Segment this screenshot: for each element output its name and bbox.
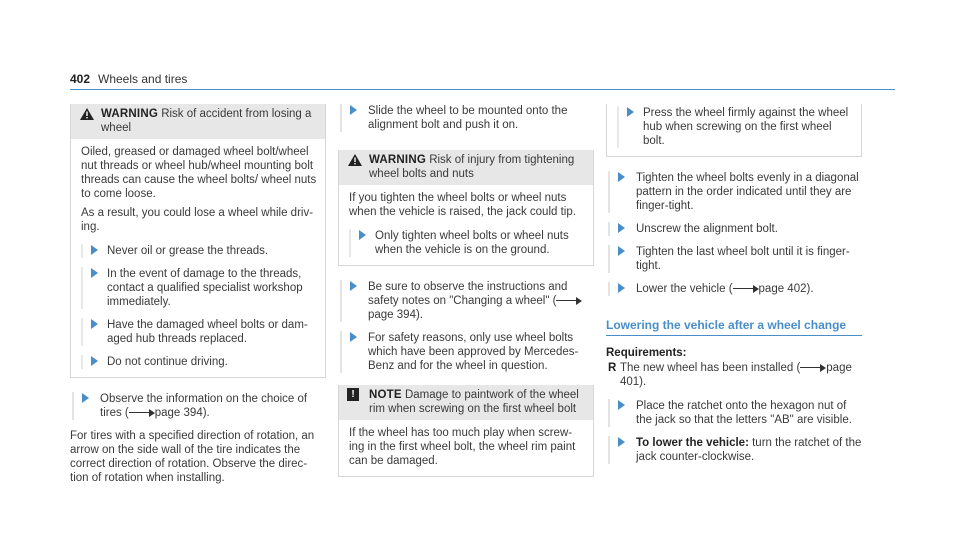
step-arrow-icon [91, 245, 98, 255]
step-arrow-icon [627, 107, 634, 117]
column-1 [70, 104, 326, 493]
step-arrow-icon [618, 246, 625, 256]
step-arrow-icon [618, 223, 625, 233]
warning-triangle-icon [348, 154, 362, 166]
warning-step: Do not continue driving. [81, 355, 317, 369]
page-number: 402 [70, 72, 91, 86]
warning-step: Only tighten wheel bolts or wheel nuts when the vehicle is on the ground. [349, 229, 585, 257]
step-safety-notes: Be sure to observe the instructions and safety notes on "Changing a wheel" (page 394). [340, 280, 594, 322]
step-arrow-icon [618, 172, 625, 182]
step-arrow-icon [350, 105, 357, 115]
bullet-r-icon: R [608, 362, 617, 374]
warning-step: Never oil or grease the threads. [81, 244, 317, 258]
page-reference-arrow-icon[interactable] [556, 297, 582, 305]
page-reference-arrow-icon[interactable] [800, 364, 826, 372]
note-box-paintwork [338, 385, 594, 477]
step-observe-tires: Observe the information on the choice of tires ( page 394). [72, 392, 326, 420]
warning-box-tightening [338, 150, 594, 266]
step-arrow-icon [91, 268, 98, 278]
column-2 [338, 104, 594, 477]
step-arrow-icon [350, 281, 357, 291]
note-exclamation-icon: ! [347, 388, 359, 401]
step-arrow-icon [618, 400, 625, 410]
note-header [339, 385, 593, 420]
step-arrow-icon [350, 332, 357, 342]
step-arrow-icon [91, 356, 98, 366]
step-approved-bolts: For safety reasons, only use wheel bolts which have been approved by Mercedes- Benz and for the wheel in question. [340, 331, 594, 373]
step-unscrew-alignment: Unscrew the alignment bolt. [608, 222, 862, 236]
warning-header [71, 104, 325, 139]
warning-triangle-icon [80, 108, 94, 120]
step-tighten-diagonal: Tighten the wheel bolts evenly in a diagonal pattern in the order indicated until they are finger-tight. [608, 171, 862, 213]
page-section-title: Wheels and tires [98, 72, 188, 86]
page-reference-arrow-icon[interactable] [733, 285, 759, 293]
step-to-lower: To lower the vehicle: turn the ratchet of the jack counter-clockwise. [608, 436, 862, 464]
warning-body [339, 185, 593, 265]
section-heading: Lowering the vehicle after a wheel change [606, 318, 862, 336]
to-lower-label: To lower the vehicle: [636, 437, 749, 449]
page-reference[interactable]: page 394). [154, 407, 210, 419]
warning-step: Have the damaged wheel bolts or dam- aged hub threads replaced. [81, 318, 317, 346]
warning-title: Risk of accident from losing a wheel [101, 108, 312, 134]
step-arrow-icon [618, 437, 625, 447]
warning-label: WARNING [369, 154, 426, 166]
column-3 [606, 104, 862, 473]
warning-header [339, 150, 593, 185]
requirement-item: R The new wheel has been installed ( page 401). [608, 362, 852, 388]
step-lower-vehicle: Lower the vehicle ( page 402). [608, 282, 862, 296]
warning-box-wheel [70, 104, 326, 378]
step-arrow-icon [91, 319, 98, 329]
note-body [339, 420, 593, 476]
rotation-paragraph: For tires with a specified direction of rotation, an arrow on the side wall of the tire indicates the correct direction of rotation. Observe the direc- tion of rotation when installing. [70, 430, 315, 484]
note-para-1: If the wheel has too much play when screw- ing in the first wheel bolt, the wheel rim paint can be damaged. [349, 427, 576, 467]
step-arrow-icon [618, 283, 625, 293]
page-reference-arrow-icon[interactable] [129, 409, 155, 417]
warning-step: In the event of damage to the threads, contact a qualified specialist workshop immediately. [81, 267, 317, 309]
note-label: NOTE [369, 389, 402, 401]
page-reference[interactable]: page 394). [368, 309, 423, 321]
step-arrow-icon [82, 393, 89, 403]
page-header [70, 70, 895, 90]
page-reference[interactable]: page 401). [620, 362, 852, 388]
warning-label: WARNING [101, 108, 158, 120]
step-tighten-last: Tighten the last wheel bolt until it is finger- tight. [608, 245, 862, 273]
warning-para-2: As a result, you could lose a wheel while driv- ing. [81, 207, 314, 233]
step-arrow-icon [359, 230, 366, 240]
continuation-box [606, 104, 862, 157]
warning-para-1: Oiled, greased or damaged wheel bolt/wheel nut threads or wheel hub/wheel mounting bolt threads can cause the wheel bolts/ wheel nuts to come loose. [81, 146, 317, 200]
note-title: Damage to paintwork of the wheel rim when screwing on the first wheel bolt [369, 389, 579, 415]
warning-para-1: If you tighten the wheel bolts or wheel nuts when the vehicle is raised, the jack could tip. [349, 192, 576, 218]
page-reference[interactable]: page 402). [758, 283, 814, 295]
step-place-ratchet: Place the ratchet onto the hexagon nut of the jack so that the letters "AB" are visible. [608, 399, 862, 427]
warning-title: Risk of injury from tightening wheel bolts and nuts [369, 154, 575, 180]
warning-body [71, 139, 325, 377]
step-press-wheel: Press the wheel firmly against the wheel hub when screwing on the first wheel bolt. [617, 106, 853, 148]
requirements-label: Requirements: [606, 347, 687, 359]
step-slide-wheel: Slide the wheel to be mounted onto the alignment bolt and push it on. [340, 104, 594, 132]
